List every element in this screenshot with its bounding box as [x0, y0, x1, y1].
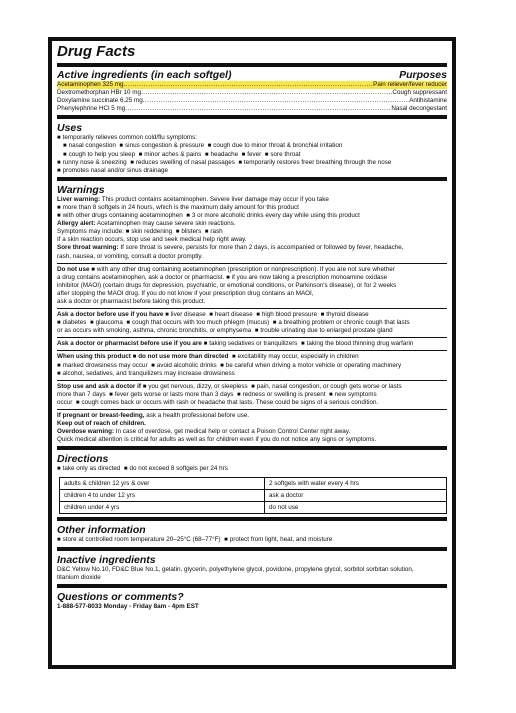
active-ingredients-header [57, 69, 447, 81]
divider [57, 584, 447, 588]
directions-table [59, 477, 447, 514]
age-cell: adults & children 12 yrs & over [60, 478, 265, 490]
divider [57, 115, 447, 119]
directions-section: Directions ■ take only as directed ■ do not exceed 8 softgels per 24 hrs adults & children 12 yrs & over 2 softgels with water every 4 hrs children 4 to under 12 yrs ask a doctor children under 4 yrs do not use [57, 452, 447, 514]
dose-cell: 2 softgels with water every 4 hrs [265, 478, 447, 490]
ingredient-name: Dextromethorphan HBr 10 mg [57, 89, 141, 97]
active-ingredient-row [57, 97, 447, 105]
other-info-heading: Other information [57, 524, 146, 537]
other-info-section: Other information ■ store at controlled room temperature 20–25°C (68–77°F) ■ protect from light, heat, and moisture [57, 523, 447, 544]
divider [57, 177, 447, 181]
drug-facts-panel [48, 37, 456, 669]
active-ingredients-list [57, 81, 447, 113]
divider [57, 547, 447, 551]
inactive-heading: Inactive ingredients [57, 553, 156, 566]
divider [57, 263, 447, 264]
active-ingredient-row [57, 81, 447, 89]
ingredient-purpose: Cough suppressant [392, 89, 447, 97]
divider [57, 446, 447, 450]
purposes-heading: Purposes [399, 69, 447, 81]
divider [57, 380, 447, 381]
ingredient-name: Phenylephrine HCl 5 mg [57, 105, 126, 113]
inactive-section: Inactive ingredients D&C Yellow No.10, FD&C Blue No.1, gelatin, glycerin, polyethylene glycol, povidone, propylene glycol, sorbitol sorbitan solution, titanium dioxide [57, 553, 447, 582]
age-cell: children under 4 yrs [60, 502, 265, 514]
divider [57, 517, 447, 521]
active-ingredient-row [57, 105, 447, 113]
uses-line3: ■ runny nose & sneezing ■ reduces swelling of nasal passages ■ temporarily restores freer breathing through the nose [57, 159, 447, 167]
uses-section [57, 121, 447, 174]
uses-intro: temporarily relieves common cold/flu symptoms: [62, 134, 197, 142]
dose-cell: ask a doctor [265, 490, 447, 502]
table-row [60, 478, 447, 490]
drug-facts-title: Drug Facts [57, 43, 136, 60]
questions-section [57, 590, 447, 611]
uses-sub2: ■ cough to help you sleep ■ minor aches & pains ■ headache ■ fever ■ sore throat [57, 151, 447, 159]
uses-line4: ■ promotes nasal and/or sinus drainage [57, 167, 447, 175]
leader-dots [141, 89, 392, 97]
warnings-heading: Warnings [57, 183, 105, 196]
ingredient-purpose: Nasal decongestant [391, 105, 447, 113]
ingredient-name: Acetaminophen 325 mg [57, 81, 124, 88]
questions-heading: Questions or comments? [57, 590, 184, 603]
divider [57, 308, 447, 309]
dose-cell: do not use [265, 502, 447, 514]
divider [57, 350, 447, 351]
age-cell: children 4 to under 12 yrs [60, 490, 265, 502]
divider [57, 409, 447, 410]
ingredient-purpose: Antihistamine [409, 97, 447, 105]
active-ingredients-heading: Active ingredients (in each softgel) [57, 69, 232, 81]
uses-heading: Uses [57, 122, 83, 135]
divider [57, 337, 447, 338]
table-row [60, 502, 447, 514]
active-ingredient-row [57, 89, 447, 97]
ingredient-purpose: Pain reliever/fever reducer [373, 81, 447, 88]
table-row [60, 490, 447, 502]
uses-sub1: ■ nasal congestion ■ sinus congestion & pressure ■ cough due to minor throat & bronchial irritation [57, 142, 447, 150]
leader-dots [124, 81, 374, 89]
directions-heading: Directions [57, 453, 109, 466]
phone-number: 1-888-577-8033 Monday - Friday 8am - 4pm EST [57, 602, 199, 610]
leader-dots [143, 97, 409, 105]
warnings-section: Warnings Liver warning: This product contains acetaminophen. Severe liver damage may occur if you take ■ more than 8 softgels in 24 hours, which is the maximum daily amount for this product ■ with other drugs containing acetaminophen ■ 3 or more alcoholic drinks every day while using this product Allergy alert: Acetaminophen may cause severe skin reactions. Symptoms may include: ■ skin reddening ■ blisters ■ rash If a skin reaction occurs, stop use and seek medical help right away. Sore throat warning: If sore throat is severe, persists for more than 2 days, is accompanied or followed by fever, headache, rash, nausea, or vomiting, consult a doctor promptly. Do not use ■ with any other drug containing acetaminophen (prescription or nonprescription). If you are not sure whether a drug contains acetaminophen, ask a doctor or pharmacist. ■ if you are now taking a prescription monoamine oxidase inhibitor (MAOI) (certain drugs for depression, psychiatric, or emotional conditions, or Parkinson's disease), or for 2 weeks after stopping the MAOI drug. If you do not know if your prescription drug contains an MAOI, ask a doctor or pharmacist before taking this product. Ask a doctor before use if you have ■ liver disease ■ heart disease ■ high blood pressure ■ thyroid disease ■ diabetes ■ glaucoma ■ cough that occurs with too much phlegm (mucus) ■ a breathing problem or chronic cough that lasts or as occurs with smoking, asthma, chronic bronchitis, or emphysema ■ trouble urinating due to enlarged prostate gland Ask a doctor or pharmacist before use if you are ■ taking sedatives or tranquilizers ■ taking the blood thinning drug warfarin When using this product ■ do not use more than directed ■ excitability may occur, especially in children ■ marked drowsiness may occur ■ avoid alcoholic drinks ■ be careful when driving a motor vehicle or operating machinery ■ alcohol, sedatives, and tranquilizers may increase drowsiness Stop use and ask a doctor if ■ you get nervous, dizzy, or sleepless ■ pain, nasal congestion, or cough gets worse or lasts more than 7 days ■ fever gets worse or lasts more than 3 days ■ redness or swelling is present ■ new symptoms occur ■ cough comes back or occurs with rash or headache that lasts. These could be signs of a serious condition. If pregnant or breast-feeding, ask a health professional before use. Keep out of reach of children. Overdose warning: In case of overdose, get medical help or contact a Poison Control Center right away. Quick medical attention is critical for adults as well as for children even if you do not notice any signs or symptoms. [57, 183, 447, 445]
ingredient-name: Doxylamine succinate 6.25 mg [57, 97, 143, 105]
divider [57, 63, 447, 67]
leader-dots [125, 105, 391, 113]
